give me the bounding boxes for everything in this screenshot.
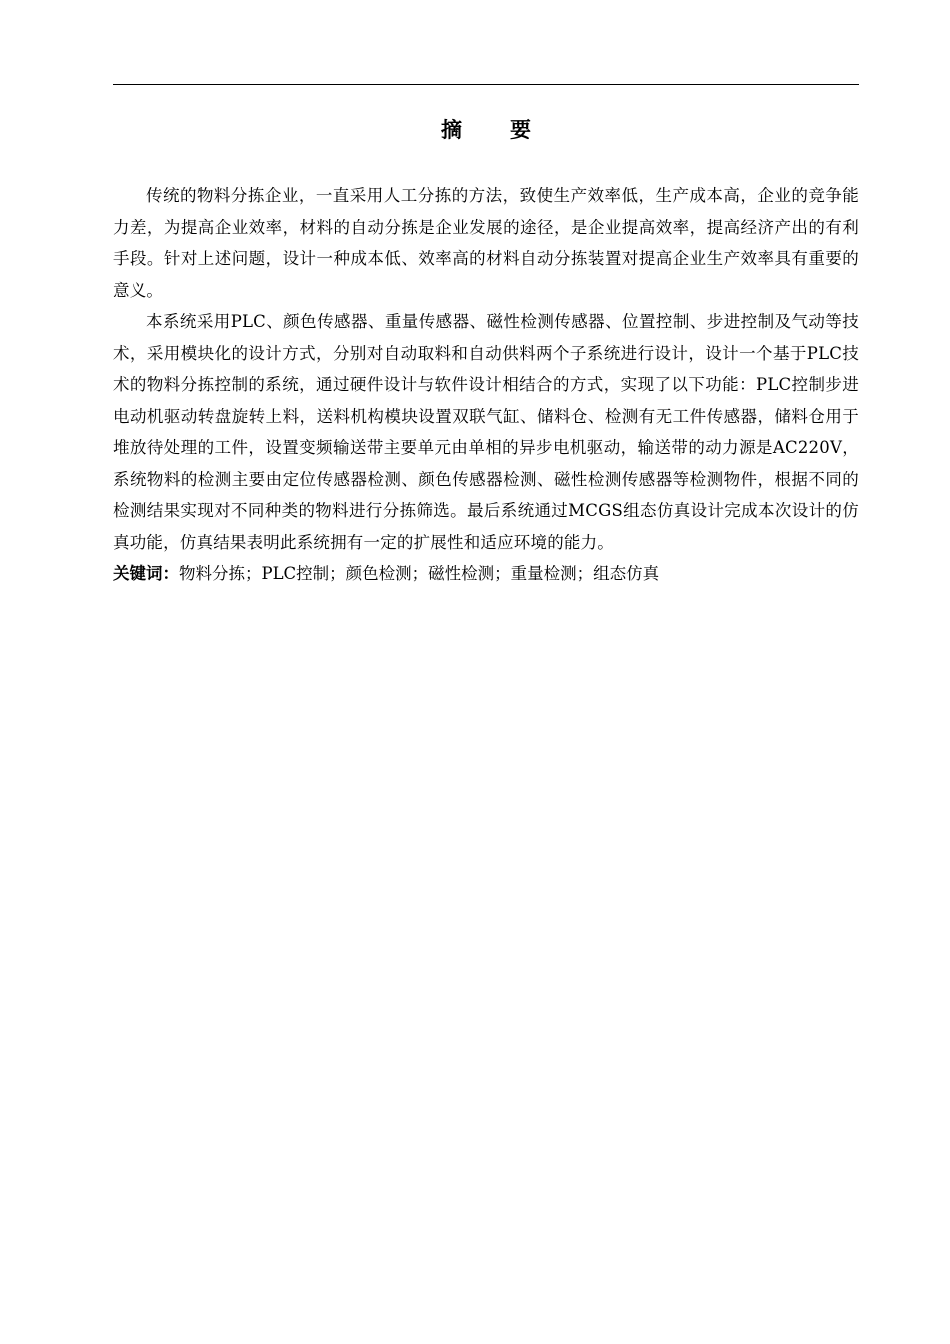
title-char-1: 摘 — [441, 118, 462, 142]
keywords-line — [113, 558, 859, 590]
page-title — [113, 114, 859, 146]
keywords-text: 物料分拣；PLC控制；颜色检测；磁性检测；重量检测；组态仿真 — [179, 564, 660, 583]
header-rule — [113, 84, 859, 85]
abstract-paragraph-2: 本系统采用PLC、颜色传感器、重量传感器、磁性检测传感器、位置控制、步进控制及气动等技术，采用模块化的设计方式，分别对自动取料和自动供料两个子系统进行设计，设计一个基于PLC技术的物料分拣控制的系统，通过硬件设计与软件设计相结合的方式，实现了以下功能：PLC控制步进电动机驱动转盘旋转上料，送料机构模块设置双联气缸、储料仓、检测有无工件传感器，储料仓用于堆放待处理的工件，设置变频输送带主要单元由单相的异步电机驱动，输送带的动力源是AC220V，系统物料的检测主要由定位传感器检测、颜色传感器检测、磁性检测传感器等检测物件，根据不同的检测结果实现对不同种类的物料进行分拣筛选。最后系统通过MCGS组态仿真设计完成本次设计的仿真功能，仿真结果表明此系统拥有一定的扩展性和适应环境的能力。 — [113, 312, 859, 552]
keywords-label: 关键词： — [113, 564, 179, 583]
abstract-body — [113, 180, 859, 590]
abstract-paragraph-1: 传统的物料分拣企业，一直采用人工分拣的方法，致使生产效率低，生产成本高，企业的竞争能力差，为提高企业效率，材料的自动分拣是企业发展的途径，是企业提高效率，提高经济产出的有利手段。针对上述问题，设计一种成本低、效率高的材料自动分拣装置对提高企业生产效率具有重要的意义。 — [113, 186, 859, 300]
title-char-2: 要 — [510, 118, 531, 142]
